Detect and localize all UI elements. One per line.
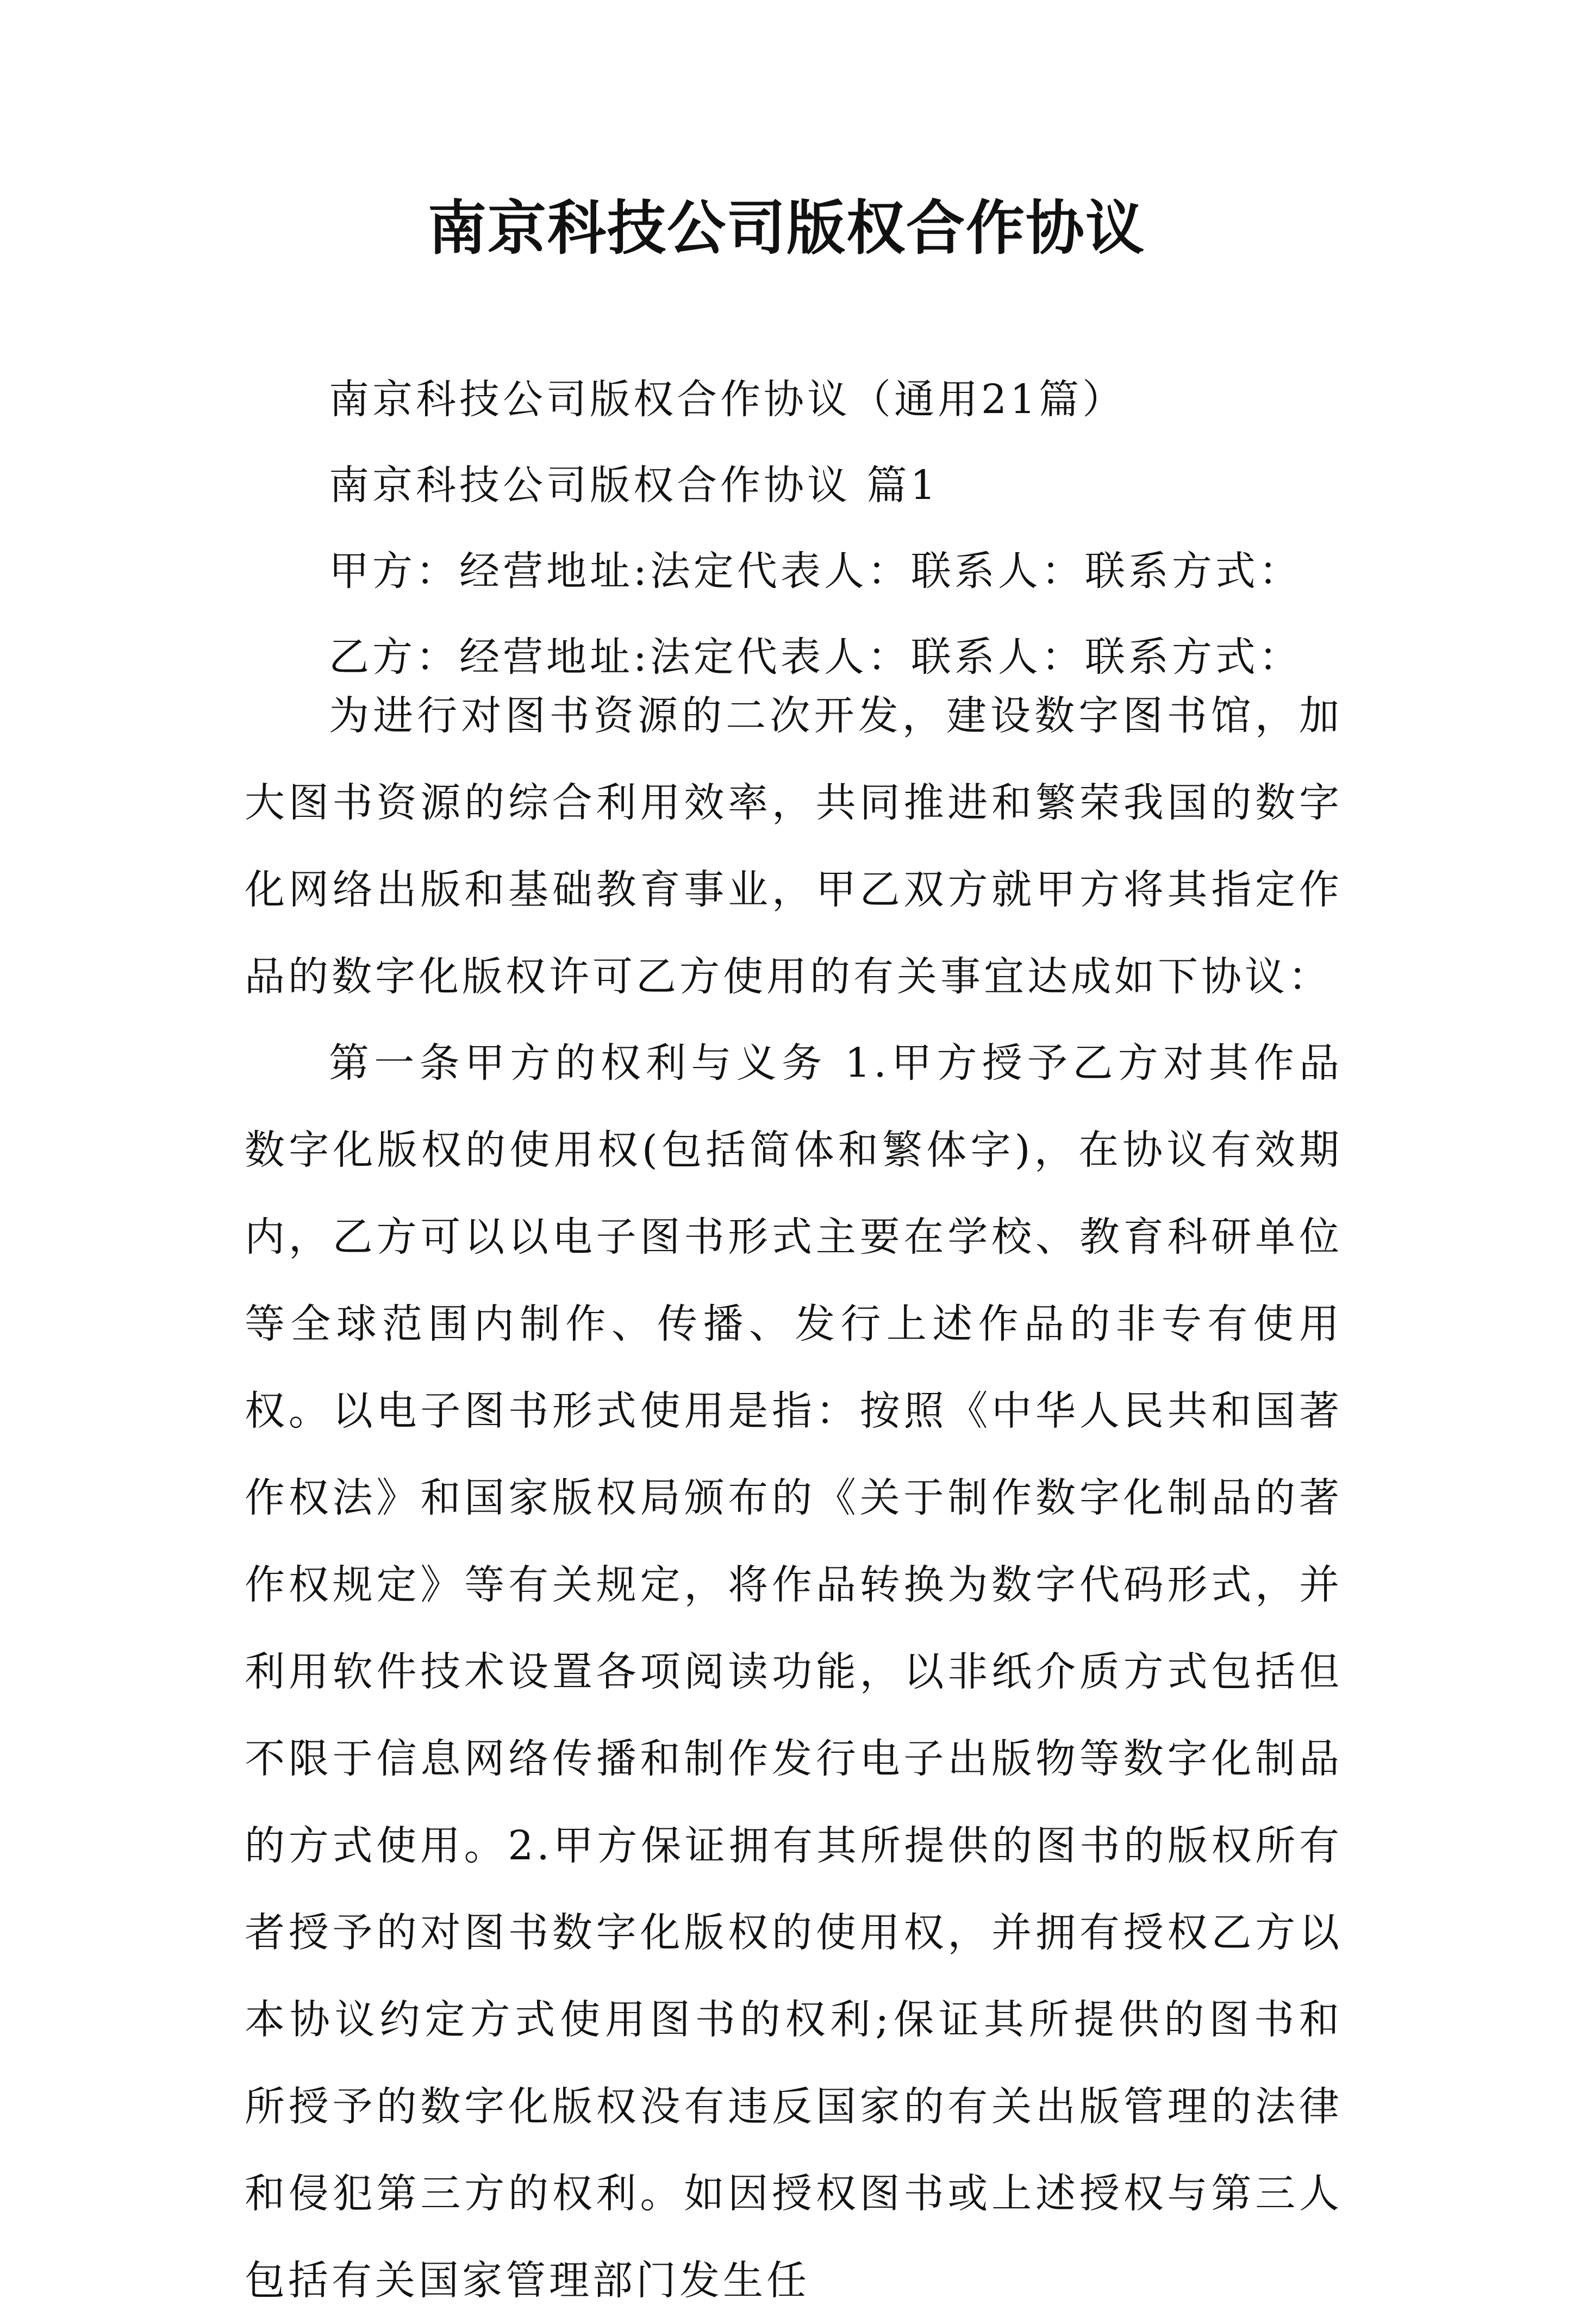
section-heading: 南京科技公司版权合作协议 篇1 [329,462,939,509]
document-title: 南京科技公司版权合作协议 [427,194,1145,263]
party-a-line: 甲方：经营地址:法定代表人：联系人：联系方式： [329,548,1302,595]
intro-paragraph: 为进行对图书资源的二次开发，建设数字图书馆，加大图书资源的综合利用效率，共同推进和繁荣我国的数字化网络出版和基础教育事业，甲乙双方就甲方将其指定作品的数字化版权许可乙方使用的有关事宜达成如下协议： [245,692,1343,1000]
document-subtitle: 南京科技公司版权合作协议（通用21篇） [329,376,1126,423]
article-one-paragraph: 第一条甲方的权利与义务 1.甲方授予乙方对其作品数字化版权的使用权(包括简体和繁体字)，在协议有效期内，乙方可以以电子图书形式主要在学校、教育科研单位等全球范围内制作、传播、发行上述作品的非专有使用权。以电子图书形式使用是指：按照《中华人民共和国著作权法》和国家版权局颁布的《关于制作数字化制品的著作权规定》等有关规定，将作品转换为数字代码形式，并利用软件技术设置各项阅读功能，以非纸介质方式包括但不限于信息网络传播和制作发行电子出版物等数字化制品的方式使用。2.甲方保证拥有其所提供的图书的版权所有者授予的对图书数字化版权的使用权，并拥有授权乙方以本协议约定方式使用图书的权利;保证其所提供的图书和所授予的数字化版权没有违反国家的有关出版管理的法律和侵犯第三方的权利。如因授权图书或上述授权与第三人包括有关国家管理部门发生任 [245,1040,1343,2304]
party-b-line: 乙方：经营地址:法定代表人：联系人：联系方式： [329,634,1302,680]
